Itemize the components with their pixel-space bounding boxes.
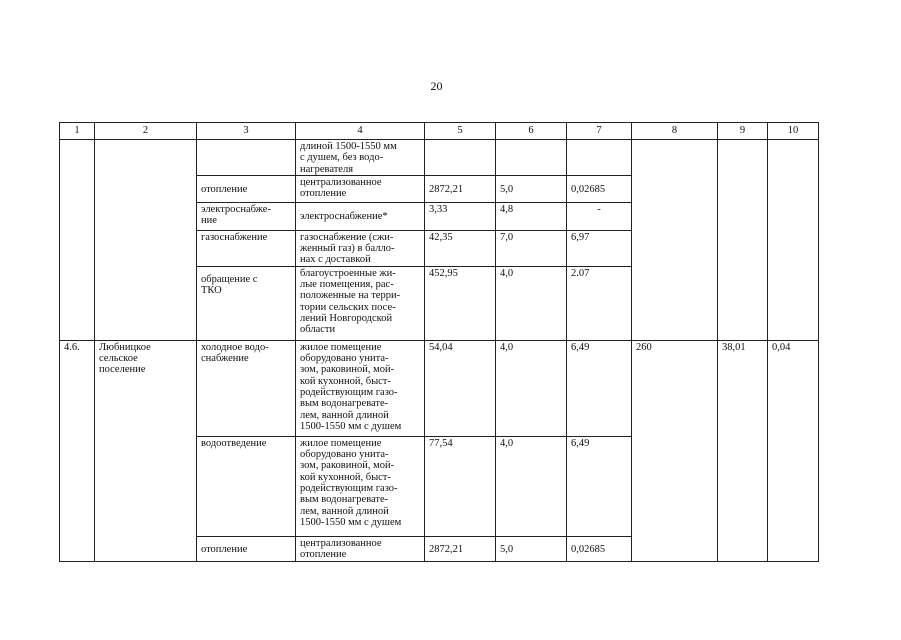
header-cell: 7 xyxy=(567,123,632,140)
value-cell-5: 452,95 xyxy=(425,266,496,340)
cell-empty-col9 xyxy=(718,140,768,341)
cell-empty-col2 xyxy=(95,140,197,341)
description-cell: длиной 1500-1550 мм с душем, без водо- нагревателя xyxy=(296,140,425,176)
value-cell-5: 42,35 xyxy=(425,230,496,266)
settlement-name: Любницкое сельское поселение xyxy=(95,340,197,561)
cell-empty-col10 xyxy=(768,140,819,341)
service-cell: водоотведение xyxy=(197,436,296,536)
service-cell: обращение с ТКО xyxy=(197,266,296,340)
value-cell-9: 38,01 xyxy=(718,340,768,561)
value-cell-7: 0,02685 xyxy=(567,175,632,202)
header-cell: 2 xyxy=(95,123,197,140)
header-cell: 3 xyxy=(197,123,296,140)
value-cell-7 xyxy=(567,140,632,176)
description-cell: электроснабжение* xyxy=(296,202,425,230)
section-number: 4.6. xyxy=(60,340,95,561)
cell-empty-col8 xyxy=(632,140,718,341)
value-cell-10: 0,04 xyxy=(768,340,819,561)
header-cell: 6 xyxy=(496,123,567,140)
cell-empty-col1 xyxy=(60,140,95,341)
value-cell-5: 77,54 xyxy=(425,436,496,536)
description-cell: жилое помещение оборудовано унита- зом, раковиной, мой- кой кухонной, быст- родействующим газо- вым водонагревате- лем, ванной длиной 1500-1550 мм с душем xyxy=(296,340,425,436)
value-cell-6: 7,0 xyxy=(496,230,567,266)
description-cell: жилое помещение оборудовано унита- зом, раковиной, мой- кой кухонной, быст- родействующим газо- вым водонагревате- лем, ванной длиной 1500-1550 мм с душем xyxy=(296,436,425,536)
value-cell-7: 0,02685 xyxy=(567,536,632,561)
value-cell-6: 5,0 xyxy=(496,175,567,202)
tariff-table xyxy=(59,122,819,562)
header-cell: 8 xyxy=(632,123,718,140)
header-cell: 9 xyxy=(718,123,768,140)
value-cell-7: 6,49 xyxy=(567,436,632,536)
table-header-row xyxy=(60,123,819,140)
service-cell: электроснабже- ние xyxy=(197,202,296,230)
service-cell xyxy=(197,140,296,176)
header-cell: 10 xyxy=(768,123,819,140)
service-cell: отопление xyxy=(197,536,296,561)
header-cell: 1 xyxy=(60,123,95,140)
table-row xyxy=(60,340,819,436)
service-cell: холодное водо- снабжение xyxy=(197,340,296,436)
value-cell-7: 6,97 xyxy=(567,230,632,266)
value-cell-8: 260 xyxy=(632,340,718,561)
value-cell-6: 5,0 xyxy=(496,536,567,561)
description-cell: благоустроенные жи- лые помещения, рас- положенные на терри- тории сельских посе- лений Новгородской области xyxy=(296,266,425,340)
value-cell-5: 2872,21 xyxy=(425,536,496,561)
description-cell: централизованное отопление xyxy=(296,175,425,202)
value-cell-6: 4,0 xyxy=(496,340,567,436)
value-cell-7: 2.07 xyxy=(567,266,632,340)
table-row xyxy=(60,140,819,176)
value-cell-7: 6,49 xyxy=(567,340,632,436)
value-cell-5: 54,04 xyxy=(425,340,496,436)
value-cell-5: 2872,21 xyxy=(425,175,496,202)
header-cell: 4 xyxy=(296,123,425,140)
page-number: 20 xyxy=(430,79,443,93)
value-cell-6: 4,0 xyxy=(496,436,567,536)
value-cell-5 xyxy=(425,140,496,176)
value-cell-7: - xyxy=(567,202,632,230)
description-cell: газоснабжение (сжи- женный газ) в балло- нах с доставкой xyxy=(296,230,425,266)
value-cell-6: 4,0 xyxy=(496,266,567,340)
service-cell: газоснабжение xyxy=(197,230,296,266)
service-cell: отопление xyxy=(197,175,296,202)
value-cell-6 xyxy=(496,140,567,176)
value-cell-5: 3,33 xyxy=(425,202,496,230)
description-cell: централизованное отопление xyxy=(296,536,425,561)
value-cell-6: 4,8 xyxy=(496,202,567,230)
header-cell: 5 xyxy=(425,123,496,140)
